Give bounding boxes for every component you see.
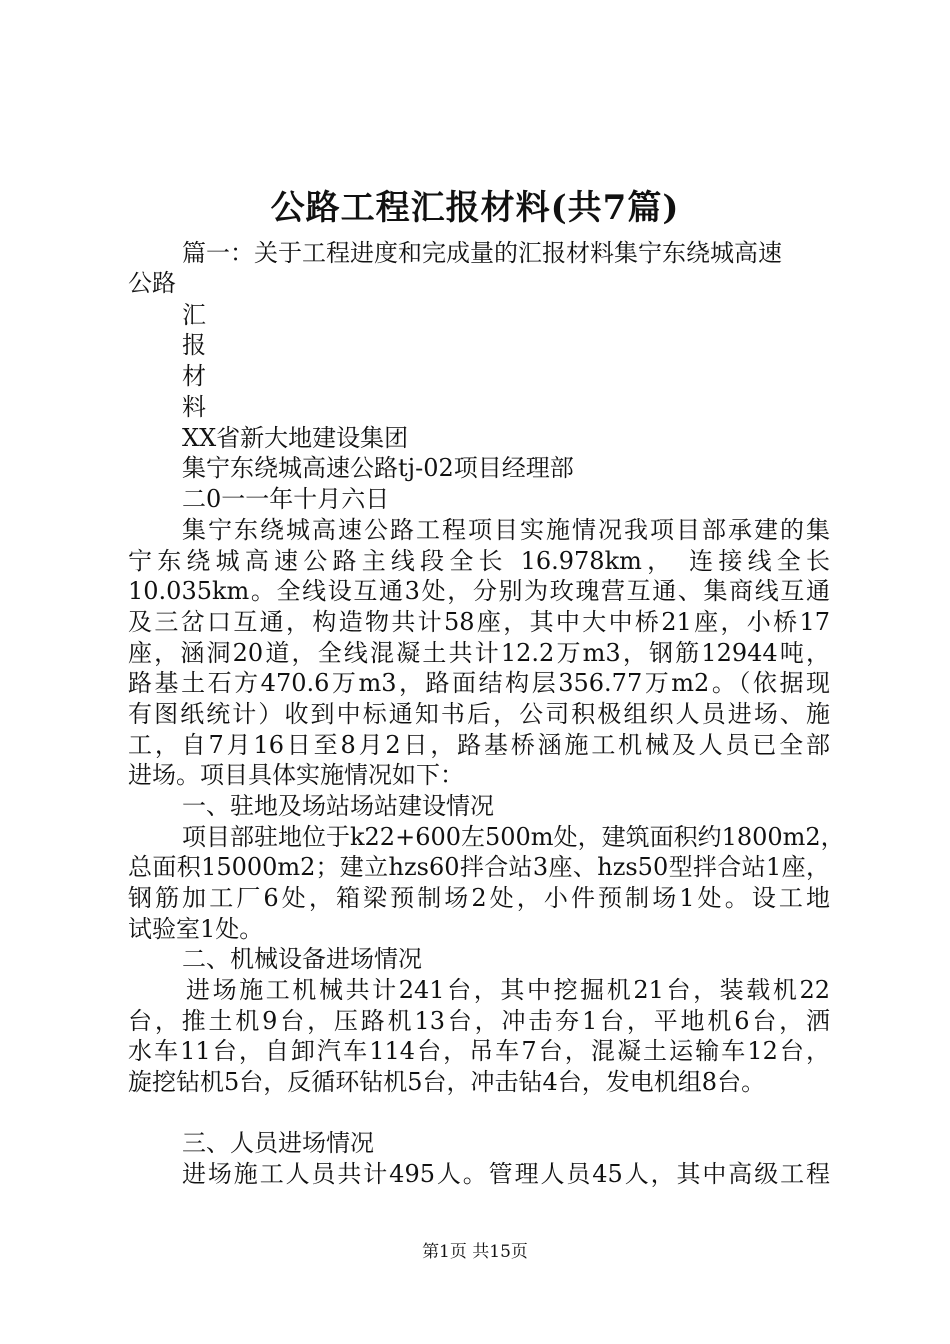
text-line-1: 篇一：关于工程进度和完成量的汇报材料集宁东绕城高速 [182,239,782,267]
text-line-9: 二0一一年十月六日 [182,485,390,513]
text-line-28: 旋挖钻机5台，反循环钻机5台，冲击钻4台，发电机组8台。 [128,1068,766,1096]
document-title: 公路工程汇报材料(共7篇) [270,188,680,228]
text-line-18: 进场。项目具体实施情况如下： [128,761,464,789]
text-line-11: 宁东绕城高速公路主线段全长 16.978km， 连接线全长 [128,547,830,575]
text-line-4: 报 [182,331,206,359]
section-heading-3: 三、人员进场情况 [182,1129,374,1157]
text-line-12: 10.035km。全线设互通3处，分别为玫瑰营互通、集商线互通 [128,577,830,605]
text-line-23: 试验室1处。 [128,915,264,943]
text-line-6: 料 [182,393,206,421]
text-line-14: 座，涵洞20道，全线混凝土共计12.2万m3，钢筋12944吨， [128,639,830,667]
text-line-15: 路基土石方470.6万m3，路面结构层356.77万m2。（依据现 [128,669,830,697]
text-line-20: 项目部驻地位于k22+600左500m处，建筑面积约1800m2， [182,823,845,851]
text-line-22: 钢筋加工厂6处，箱梁预制场2处，小件预制场1处。设工地 [128,884,830,912]
text-line-3: 汇 [182,301,206,329]
text-line-8: 集宁东绕城高速公路tj-02项目经理部 [182,454,574,482]
text-line-16: 有图纸统计）收到中标通知书后，公司积极组织人员进场、施 [128,700,830,728]
text-line-30: 进场施工人员共计495人。管理人员45人，其中高级工程 [182,1160,830,1188]
text-line-27: 水车11台，自卸汽车114台，吊车7台，混凝土运输车12台， [128,1037,830,1065]
page-footer: 第1页 共15页 [422,1242,528,1262]
text-line-26: 台，推土机9台，压路机13台，冲击夯1台，平地机6台，洒 [128,1007,830,1035]
text-line-7: XX省新大地建设集团 [182,424,409,452]
section-heading-2: 二、机械设备进场情况 [182,945,422,973]
section-heading-1: 一、驻地及场站场站建设情况 [182,792,494,820]
text-line-5: 材 [182,362,206,390]
text-line-13: 及三岔口互通，构造物共计58座，其中大中桥21座，小桥17 [128,608,830,636]
text-line-25: 进场施工机械共计241台，其中挖掘机21台，装载机22 [186,976,830,1004]
text-line-21: 总面积15000m2；建立hzs60拌合站3座、hzs50型拌合站1座， [128,853,830,881]
text-line-2: 公路 [128,269,176,297]
text-line-10: 集宁东绕城高速公路工程项目实施情况我项目部承建的集 [182,516,830,544]
text-line-17: 工，自7月16日至8月2日，路基桥涵施工机械及人员已全部 [128,731,830,759]
